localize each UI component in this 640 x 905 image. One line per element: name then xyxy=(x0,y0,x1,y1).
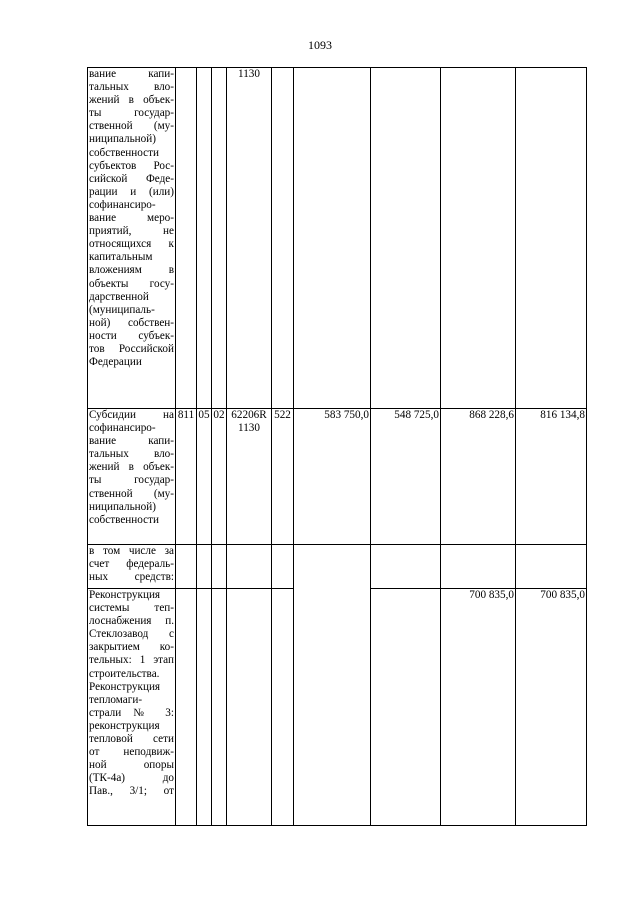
name-line: тов Российской xyxy=(89,342,174,355)
target-article-cell xyxy=(227,545,272,589)
section-cell xyxy=(197,545,212,589)
name-line: собственности xyxy=(89,146,159,159)
name-line: Федерации xyxy=(89,356,142,369)
row-name-cell xyxy=(88,68,176,409)
name-line: ственной (му- xyxy=(89,120,174,133)
name-line: относящихся к xyxy=(89,238,174,251)
name-line: ты государ- xyxy=(89,474,174,487)
expense-type-cell xyxy=(272,589,294,826)
name-line: вложениям в xyxy=(89,264,174,277)
value-cell-4 xyxy=(516,68,587,409)
value-cell-4: 700 835,0 xyxy=(516,589,587,826)
name-line: закрытием ко- xyxy=(89,641,174,654)
table-row xyxy=(88,589,587,826)
name-line: вание капи- xyxy=(89,68,174,80)
row-name-text xyxy=(89,545,174,584)
row-name-cell xyxy=(88,545,176,589)
name-line: тельных: 1 этап xyxy=(89,654,174,667)
row-name-text xyxy=(89,68,174,369)
name-line: объекты госу- xyxy=(89,277,174,290)
expense-type-cell xyxy=(272,68,294,409)
name-line: (ТК-4а) до xyxy=(89,772,174,785)
value-cell-1 xyxy=(294,589,371,826)
name-line: тальных вло- xyxy=(89,81,174,94)
value-cell-1: 583 750,0 xyxy=(294,409,371,545)
value-cell-4 xyxy=(516,545,587,589)
value-cell-3: 868 228,6 xyxy=(441,409,516,545)
name-line: ты государ- xyxy=(89,107,174,120)
name-line: ной опоры xyxy=(89,759,174,772)
name-line: собственности xyxy=(89,513,159,526)
value-cell-3 xyxy=(441,545,516,589)
expense-type-cell: 522 xyxy=(272,409,294,545)
section-cell xyxy=(197,589,212,826)
row-name-text xyxy=(89,589,174,799)
page-number: 1093 xyxy=(308,38,332,52)
row-name-cell xyxy=(88,409,176,545)
name-line: вание капи- xyxy=(89,435,174,448)
name-line: реконструкция xyxy=(89,719,160,732)
section-cell: 05 xyxy=(197,409,212,545)
value-cell-3 xyxy=(441,68,516,409)
name-line: тепломаги- xyxy=(89,693,143,706)
section-cell xyxy=(197,68,212,409)
name-line: Субсидии на xyxy=(89,409,174,421)
target-article-cell: 1130 xyxy=(227,68,272,409)
value-cell-2 xyxy=(371,589,441,826)
row-name-text xyxy=(89,409,174,527)
name-line: системы теп- xyxy=(89,602,174,615)
target-article-cell xyxy=(227,589,272,826)
name-line: от неподвиж- xyxy=(89,746,174,759)
subsection-cell xyxy=(212,68,227,409)
name-line: ственной (му- xyxy=(89,487,174,500)
name-line: ности субъек- xyxy=(89,329,174,342)
name-line: приятий, не xyxy=(89,225,174,238)
subsection-cell xyxy=(212,545,227,589)
ministry-cell xyxy=(176,68,197,409)
ministry-cell: 811 xyxy=(176,409,197,545)
name-line: софинансиро- xyxy=(89,198,156,211)
name-line: рации и (или) xyxy=(89,185,174,198)
name-line: Пав., 3/1; от xyxy=(89,785,174,798)
name-line: страли № 3: xyxy=(89,706,174,719)
ministry-cell xyxy=(176,589,197,826)
row-name-cell xyxy=(88,589,176,826)
value-cell-4: 816 134,8 xyxy=(516,409,587,545)
name-line: счет федераль- xyxy=(89,558,174,571)
name-line: дарственной xyxy=(89,290,149,303)
name-line: жений в объек- xyxy=(89,461,174,474)
subsection-cell: 02 xyxy=(212,409,227,545)
subsection-cell xyxy=(212,589,227,826)
table-row xyxy=(88,68,587,409)
name-line: ных средств: xyxy=(89,571,174,584)
name-line: ниципальной) xyxy=(89,133,156,146)
name-line: строительства. xyxy=(89,667,160,680)
name-line: (муниципаль- xyxy=(89,303,155,316)
name-line: ной) собствен- xyxy=(89,316,174,329)
expense-type-cell xyxy=(272,545,294,589)
target-article-cell: 62206R 1130 xyxy=(227,409,272,545)
budget-table xyxy=(87,67,587,826)
name-line: Реконструкция xyxy=(89,680,161,693)
value-cell-1 xyxy=(294,68,371,409)
table-row xyxy=(88,545,587,589)
value-cell-2 xyxy=(371,68,441,409)
name-line: тальных вло- xyxy=(89,448,174,461)
name-line: ниципальной) xyxy=(89,500,156,513)
name-line: Реконструкция xyxy=(89,589,161,601)
name-line: лоснабжения п. xyxy=(89,615,174,628)
value-cell-2: 548 725,0 xyxy=(371,409,441,545)
name-line: капитальным xyxy=(89,251,153,264)
name-line: тепловой сети xyxy=(89,733,174,746)
name-line: жений в объек- xyxy=(89,94,174,107)
name-line: субъектов Рос- xyxy=(89,159,174,172)
name-line: в том числе за xyxy=(89,545,174,557)
name-line: Стеклозавод с xyxy=(89,628,174,641)
table-row xyxy=(88,409,587,545)
name-line: вание меро- xyxy=(89,212,174,225)
ministry-cell xyxy=(176,545,197,589)
name-line: софинансиро- xyxy=(89,422,156,435)
value-cell-1 xyxy=(294,545,371,589)
value-cell-3: 700 835,0 xyxy=(441,589,516,826)
name-line: сийской Феде- xyxy=(89,172,174,185)
value-cell-2 xyxy=(371,545,441,589)
